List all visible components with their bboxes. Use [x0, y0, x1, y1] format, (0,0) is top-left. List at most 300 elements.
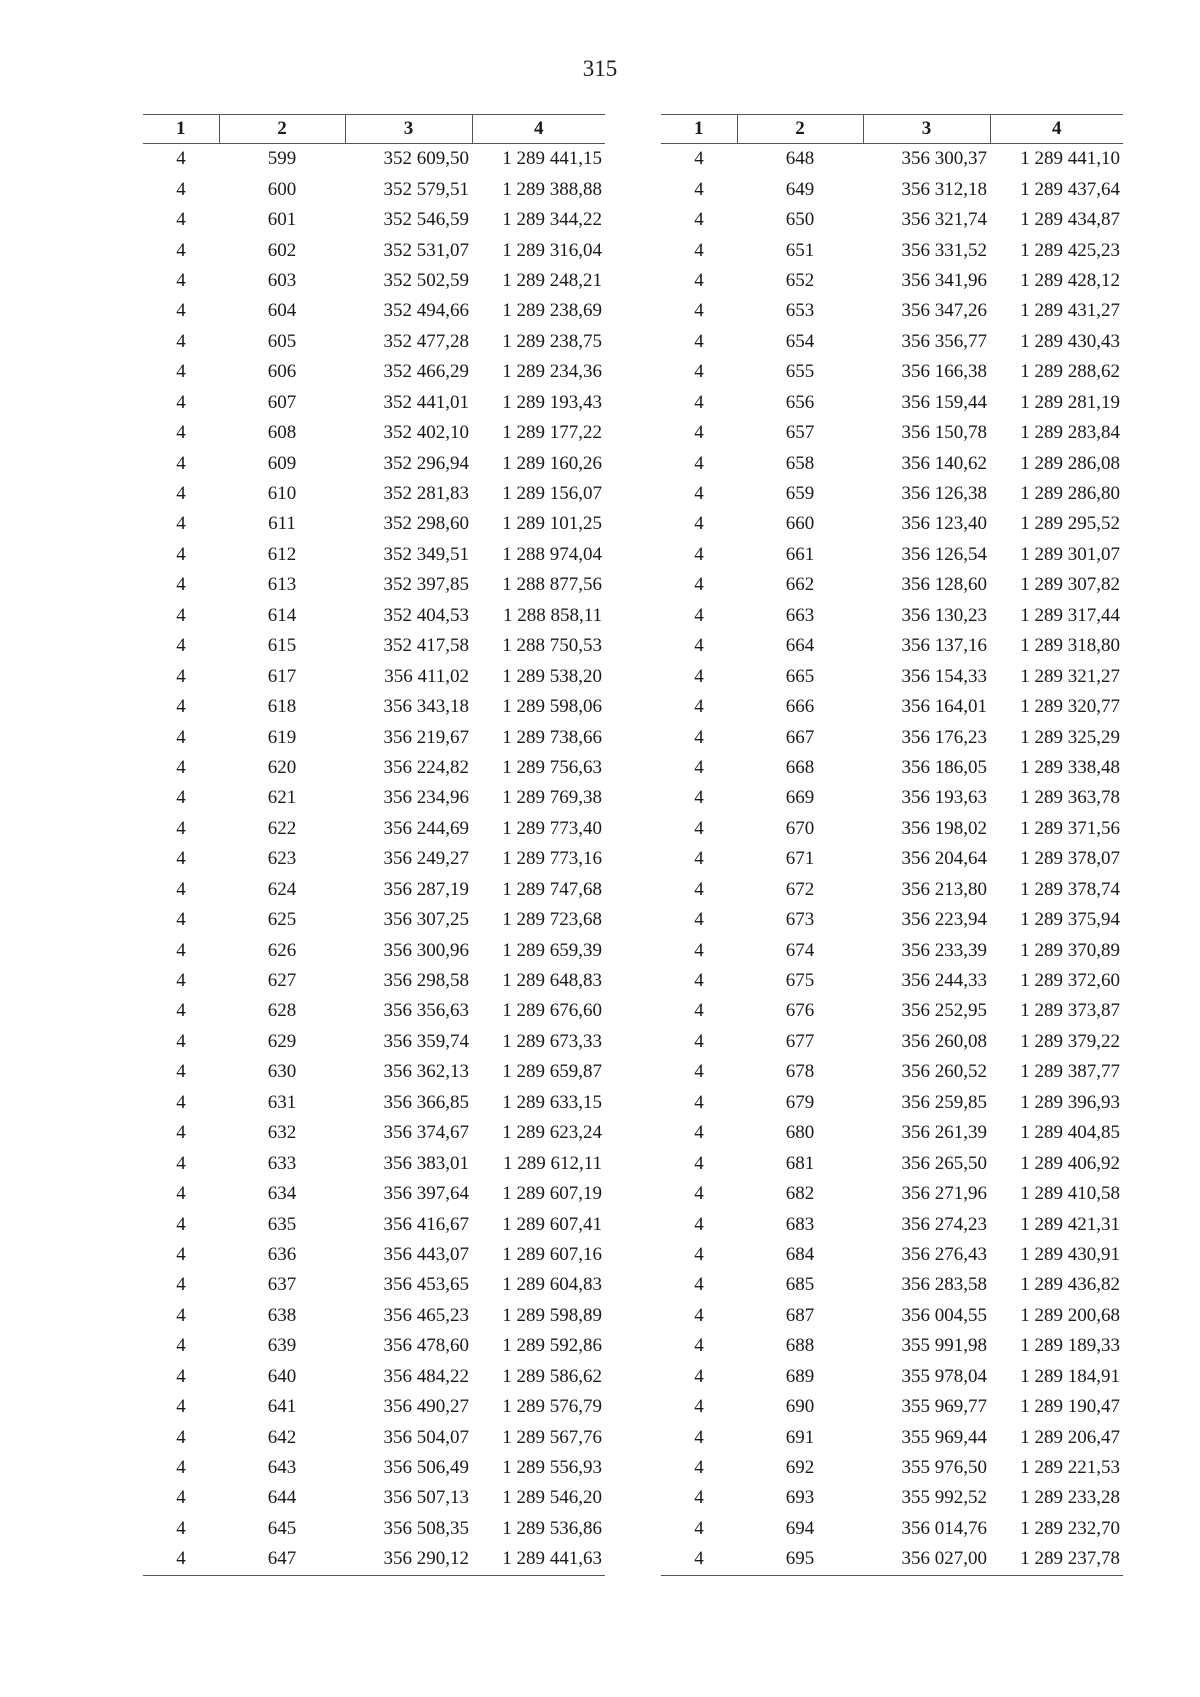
table-cell-col2: 650 [785, 209, 815, 231]
table-cell-col1: 4 [176, 604, 186, 626]
table-cell-col4: 1 289 421,31 [1020, 1213, 1120, 1235]
table-cell-col4: 1 289 612,11 [502, 1152, 602, 1174]
table-cell-col2: 632 [267, 1122, 297, 1144]
table-cell-col2: 664 [785, 635, 815, 657]
table-cell-col1: 4 [176, 635, 186, 657]
table-cell-col1: 4 [176, 1000, 186, 1022]
table-cell-col3: 356 166,38 [901, 361, 987, 383]
table-cell-col2: 678 [785, 1061, 815, 1083]
table-cell-col2: 627 [267, 970, 297, 992]
table-cell-col2: 637 [267, 1274, 297, 1296]
table-cell-col2: 656 [785, 391, 815, 413]
table-cell-col4: 1 289 586,62 [502, 1365, 602, 1387]
table-cell-col1: 4 [176, 665, 186, 687]
table-cell-col1: 4 [176, 726, 186, 748]
table-row [661, 235, 1123, 265]
table-cell-col2: 654 [785, 330, 815, 352]
table-row [661, 905, 1123, 935]
table-cell-col3: 356 234,96 [383, 787, 469, 809]
table-cell-col3: 355 969,44 [901, 1426, 987, 1448]
table-row [143, 601, 605, 631]
table-cell-col1: 4 [694, 1122, 704, 1144]
table-cell-col3: 356 343,18 [383, 696, 469, 718]
table-cell-col4: 1 289 295,52 [1020, 513, 1120, 535]
table-cell-col4: 1 289 567,76 [502, 1426, 602, 1448]
table-cell-col1: 4 [694, 300, 704, 322]
table-cell-col2: 602 [267, 239, 297, 261]
table-cell-col4: 1 289 233,28 [1020, 1487, 1120, 1509]
table-row [661, 418, 1123, 448]
table-cell-col1: 4 [694, 970, 704, 992]
column-header-3: 3 [345, 115, 472, 144]
table-cell-col3: 356 283,58 [901, 1274, 987, 1296]
table-cell-col1: 4 [176, 696, 186, 718]
table-cell-col3: 356 027,00 [863, 1544, 990, 1575]
table-cell-col1: 4 [176, 452, 186, 474]
table-cell-col3: 356 359,74 [383, 1030, 469, 1052]
table-cell-col3: 352 466,29 [383, 361, 469, 383]
table-cell-col1: 4 [694, 665, 704, 687]
table-cell-col2: 679 [785, 1091, 815, 1113]
table-cell-col3: 356 137,16 [901, 635, 987, 657]
table-cell-col1: 4 [661, 1544, 737, 1575]
table-cell-col3: 356 298,58 [383, 970, 469, 992]
table-row [661, 479, 1123, 509]
table-row [143, 1270, 605, 1300]
table-cell-col3: 352 579,51 [383, 178, 469, 200]
table-cell-col3: 356 219,67 [383, 726, 469, 748]
table-cell-col3: 356 383,01 [383, 1152, 469, 1174]
table-cell-col4: 1 289 406,92 [1020, 1152, 1120, 1174]
table-cell-col4: 1 289 673,33 [502, 1030, 602, 1052]
table-cell-col2: 631 [267, 1091, 297, 1113]
table-cell-col3: 352 531,07 [383, 239, 469, 261]
table-cell-col4: 1 289 436,82 [1020, 1274, 1120, 1296]
table-cell-col4: 1 289 156,07 [502, 483, 602, 505]
table-cell-col3: 356 508,35 [383, 1517, 469, 1539]
table-cell-col1: 4 [143, 1544, 219, 1575]
table-cell-col1: 4 [694, 1000, 704, 1022]
table-cell-col2: 675 [785, 970, 815, 992]
table-row [661, 996, 1123, 1026]
table-cell-col4: 1 289 283,84 [1020, 422, 1120, 444]
table-cell-col2: 652 [785, 269, 815, 291]
table-cell-col1: 4 [176, 269, 186, 291]
table-cell-col4: 1 289 598,06 [502, 696, 602, 718]
table-cell-col3: 356 411,02 [384, 665, 469, 687]
table-row [661, 1483, 1123, 1513]
table-row [143, 144, 605, 175]
table-row [143, 327, 605, 357]
table-cell-col1: 4 [694, 330, 704, 352]
coordinates-table-right [661, 114, 1123, 1576]
column-header-1: 1 [143, 115, 219, 144]
table-cell-col4: 1 289 286,08 [1020, 452, 1120, 474]
table-cell-col1: 4 [176, 543, 186, 565]
table-cell-col2: 601 [267, 209, 297, 231]
table-cell-col2: 689 [785, 1365, 815, 1387]
table-cell-col4: 1 289 607,16 [502, 1243, 602, 1265]
table-cell-col2: 620 [267, 756, 297, 778]
table-cell-col3: 355 976,50 [901, 1457, 987, 1479]
table-row [143, 875, 605, 905]
table-cell-col4: 1 289 387,77 [1020, 1061, 1120, 1083]
table-cell-col1: 4 [694, 269, 704, 291]
table-cell-col3: 356 128,60 [901, 574, 987, 596]
table-cell-col4: 1 289 325,29 [1020, 726, 1120, 748]
table-cell-col3: 356 300,37 [901, 148, 987, 170]
table-row [661, 1057, 1123, 1087]
table-cell-col1: 4 [176, 483, 186, 505]
table-cell-col2: 612 [267, 543, 297, 565]
table-cell-col1: 4 [694, 452, 704, 474]
table-cell-col2: 613 [267, 574, 297, 596]
table-row [661, 1453, 1123, 1483]
table-cell-col4: 1 289 190,47 [1020, 1396, 1120, 1418]
table-cell-col4: 1 288 750,53 [502, 635, 602, 657]
table-cell-col4: 1 289 301,07 [1020, 543, 1120, 565]
table-cell-col3: 352 397,85 [383, 574, 469, 596]
table-row [661, 1179, 1123, 1209]
table-cell-col2: 641 [267, 1396, 297, 1418]
table-cell-col3: 356 374,67 [383, 1122, 469, 1144]
table-row [661, 814, 1123, 844]
table-cell-col2: 667 [785, 726, 815, 748]
table-row [661, 1209, 1123, 1239]
table-header-row [143, 115, 605, 144]
table-cell-col4: 1 289 101,25 [502, 513, 602, 535]
table-cell-col3: 356 506,49 [383, 1457, 469, 1479]
table-cell-col1: 4 [176, 1487, 186, 1509]
table-cell-col1: 4 [694, 209, 704, 231]
table-cell-col3: 356 356,77 [901, 330, 987, 352]
table-cell-col2: 660 [785, 513, 815, 535]
table-cell-col3: 355 992,52 [901, 1487, 987, 1509]
table-cell-col1: 4 [694, 1243, 704, 1265]
table-cell-col2: 674 [785, 939, 815, 961]
table-row [661, 722, 1123, 752]
table-row [661, 875, 1123, 905]
table-row [661, 1544, 1123, 1575]
table-row [143, 722, 605, 752]
table-cell-col2: 644 [267, 1487, 297, 1509]
table-row [143, 661, 605, 691]
table-cell-col4: 1 289 441,10 [1020, 148, 1120, 170]
table-cell-col3: 355 991,98 [901, 1335, 987, 1357]
table-row [143, 1148, 605, 1178]
table-cell-col4: 1 289 317,44 [1020, 604, 1120, 626]
table-cell-col2: 608 [267, 422, 297, 444]
table-cell-col4: 1 289 536,86 [502, 1517, 602, 1539]
table-cell-col2: 610 [267, 483, 297, 505]
table-cell-col1: 4 [176, 817, 186, 839]
table-cell-col1: 4 [176, 1243, 186, 1265]
table-cell-col2: 625 [267, 909, 297, 931]
table-header-row [661, 115, 1123, 144]
table-cell-col4: 1 289 286,80 [1020, 483, 1120, 505]
table-cell-col3: 356 154,33 [901, 665, 987, 687]
table-cell-col1: 4 [694, 543, 704, 565]
table-cell-col2: 636 [267, 1243, 297, 1265]
column-header-4: 4 [472, 115, 605, 144]
table-cell-col4: 1 289 633,15 [502, 1091, 602, 1113]
table-cell-col2: 633 [267, 1152, 297, 1174]
table-row [143, 296, 605, 326]
table-cell-col4: 1 288 877,56 [502, 574, 602, 596]
table-cell-col4: 1 289 370,89 [1020, 939, 1120, 961]
table-row [661, 509, 1123, 539]
table-cell-col1: 4 [694, 1335, 704, 1357]
table-cell-col1: 4 [694, 848, 704, 870]
table-row [661, 1392, 1123, 1422]
table-cell-col4: 1 289 769,38 [502, 787, 602, 809]
table-cell-col2: 645 [267, 1517, 297, 1539]
table-cell-col2: 622 [267, 817, 297, 839]
table-cell-col2: 635 [267, 1213, 297, 1235]
table-cell-col3: 352 281,83 [383, 483, 469, 505]
table-cell-col2: 670 [785, 817, 815, 839]
table-row [143, 844, 605, 874]
table-row [143, 996, 605, 1026]
table-cell-col2: 642 [267, 1426, 297, 1448]
table-cell-col2: 649 [785, 178, 815, 200]
table-cell-col4: 1 289 773,40 [502, 817, 602, 839]
table-cell-col2: 693 [785, 1487, 815, 1509]
table-cell-col4: 1 289 430,91 [1020, 1243, 1120, 1265]
table-cell-col3: 352 546,59 [383, 209, 469, 231]
table-cell-col1: 4 [694, 1487, 704, 1509]
table-cell-col4: 1 289 410,58 [1020, 1183, 1120, 1205]
table-row [143, 631, 605, 661]
table-cell-col4: 1 289 160,26 [502, 452, 602, 474]
table-cell-col4: 1 289 238,69 [502, 300, 602, 322]
table-cell-col4: 1 289 378,07 [1020, 848, 1120, 870]
table-cell-col4: 1 289 592,86 [502, 1335, 602, 1357]
table-cell-col4: 1 289 184,91 [1020, 1365, 1120, 1387]
table-cell-col3: 352 477,28 [383, 330, 469, 352]
table-cell-col2: 614 [267, 604, 297, 626]
table-cell-col2: 611 [268, 513, 296, 535]
table-cell-col2: 629 [267, 1030, 297, 1052]
table-cell-col2: 659 [785, 483, 815, 505]
table-cell-col1: 4 [694, 1274, 704, 1296]
table-cell-col1: 4 [176, 1122, 186, 1144]
table-cell-col4: 1 289 738,66 [502, 726, 602, 748]
table-cell-col1: 4 [694, 756, 704, 778]
table-cell-col2: 663 [785, 604, 815, 626]
table-cell-col3: 356 276,43 [901, 1243, 987, 1265]
table-cell-col3: 356 265,50 [901, 1152, 987, 1174]
table-cell-col2: 604 [267, 300, 297, 322]
table-cell-col4: 1 289 221,53 [1020, 1457, 1120, 1479]
table-cell-col4: 1 289 237,78 [990, 1544, 1123, 1575]
table-row [143, 509, 605, 539]
table-cell-col1: 4 [694, 483, 704, 505]
table-cell-col3: 356 014,76 [901, 1517, 987, 1539]
table-cell-col3: 356 176,23 [901, 726, 987, 748]
table-cell-col4: 1 289 756,63 [502, 756, 602, 778]
table-cell-col1: 4 [176, 209, 186, 231]
table-cell-col4: 1 289 723,68 [502, 909, 602, 931]
table-cell-col3: 356 186,05 [901, 756, 987, 778]
table-cell-col3: 356 331,52 [901, 239, 987, 261]
table-cell-col2: 661 [785, 543, 815, 565]
table-cell-col3: 356 341,96 [901, 269, 987, 291]
table-cell-col1: 4 [176, 1030, 186, 1052]
table-cell-col1: 4 [176, 148, 186, 170]
table-row [661, 844, 1123, 874]
table-row [143, 1179, 605, 1209]
table-row [143, 1057, 605, 1087]
table-cell-col4: 1 289 388,88 [502, 178, 602, 200]
table-cell-col3: 356 244,33 [901, 970, 987, 992]
table-cell-col4: 1 289 441,63 [472, 1544, 605, 1575]
table-cell-col2: 683 [785, 1213, 815, 1235]
table-cell-col1: 4 [694, 391, 704, 413]
table-cell-col2: 626 [267, 939, 297, 961]
table-cell-col3: 356 244,69 [383, 817, 469, 839]
table-cell-col1: 4 [176, 239, 186, 261]
table-cell-col1: 4 [694, 635, 704, 657]
table-cell-col2: 628 [267, 1000, 297, 1022]
table-cell-col1: 4 [694, 1517, 704, 1539]
table-cell-col1: 4 [694, 361, 704, 383]
table-cell-col1: 4 [176, 756, 186, 778]
column-header-1: 1 [661, 115, 737, 144]
table-cell-col1: 4 [176, 513, 186, 535]
table-row [143, 692, 605, 722]
table-cell-col1: 4 [694, 513, 704, 535]
table-cell-col3: 356 204,64 [901, 848, 987, 870]
table-cell-col1: 4 [694, 1426, 704, 1448]
table-cell-col3: 356 123,40 [901, 513, 987, 535]
table-cell-col3: 356 126,54 [901, 543, 987, 565]
table-cell-col4: 1 289 538,20 [502, 665, 602, 687]
table-cell-col4: 1 289 371,56 [1020, 817, 1120, 839]
table-row [661, 783, 1123, 813]
table-cell-col4: 1 289 238,75 [502, 330, 602, 352]
table-cell-col2: 638 [267, 1304, 297, 1326]
table-cell-col4: 1 289 428,12 [1020, 269, 1120, 291]
table-row [661, 601, 1123, 631]
table-cell-col3: 356 260,08 [901, 1030, 987, 1052]
table-row [143, 1392, 605, 1422]
column-header-2: 2 [219, 115, 345, 144]
table-cell-col2: 618 [267, 696, 297, 718]
table-cell-col3: 356 356,63 [383, 1000, 469, 1022]
table-row [143, 1209, 605, 1239]
table-row [661, 631, 1123, 661]
table-row [661, 144, 1123, 175]
table-cell-col2: 600 [267, 178, 297, 200]
table-row [143, 1301, 605, 1331]
table-cell-col1: 4 [694, 726, 704, 748]
table-cell-col4: 1 289 546,20 [502, 1487, 602, 1509]
table-cell-col2: 617 [267, 665, 297, 687]
table-row [661, 1118, 1123, 1148]
table-cell-col3: 356 252,95 [901, 1000, 987, 1022]
table-row [143, 1240, 605, 1270]
table-cell-col3: 352 402,10 [383, 422, 469, 444]
table-cell-col3: 356 224,82 [383, 756, 469, 778]
table-row [143, 418, 605, 448]
table-cell-col2: 673 [785, 909, 815, 931]
table-cell-col3: 356 366,85 [383, 1091, 469, 1113]
table-cell-col4: 1 289 773,16 [502, 848, 602, 870]
table-row [661, 692, 1123, 722]
table-cell-col1: 4 [176, 1396, 186, 1418]
table-cell-col1: 4 [176, 300, 186, 322]
table-cell-col2: 677 [785, 1030, 815, 1052]
table-row [661, 935, 1123, 965]
table-cell-col4: 1 289 307,82 [1020, 574, 1120, 596]
table-cell-col3: 356 274,23 [901, 1213, 987, 1235]
table-row [661, 1088, 1123, 1118]
table-cell-col2: 603 [267, 269, 297, 291]
page-number: 315 [582, 56, 618, 81]
table-row [143, 1544, 605, 1575]
table-cell-col4: 1 289 288,62 [1020, 361, 1120, 383]
table-cell-col4: 1 289 372,60 [1020, 970, 1120, 992]
table-cell-col3: 356 261,39 [901, 1122, 987, 1144]
table-cell-col2: 657 [785, 422, 815, 444]
column-header-4: 4 [990, 115, 1123, 144]
table-cell-col3: 356 347,26 [901, 300, 987, 322]
table-cell-col4: 1 289 234,36 [502, 361, 602, 383]
table-cell-col3: 356 150,78 [901, 422, 987, 444]
table-cell-col1: 4 [694, 1091, 704, 1113]
table-row [143, 1331, 605, 1361]
table-cell-col2: 630 [267, 1061, 297, 1083]
table-cell-col1: 4 [176, 909, 186, 931]
table-cell-col1: 4 [176, 1274, 186, 1296]
table-row [661, 1331, 1123, 1361]
table-cell-col1: 4 [694, 878, 704, 900]
table-row [143, 966, 605, 996]
table-cell-col1: 4 [176, 178, 186, 200]
table-cell-col1: 4 [176, 330, 186, 352]
table-cell-col2: 665 [785, 665, 815, 687]
table-cell-col2: 651 [785, 239, 815, 261]
table-cell-col2: 634 [267, 1183, 297, 1205]
table-cell-col3: 356 321,74 [901, 209, 987, 231]
table-cell-col4: 1 289 659,87 [502, 1061, 602, 1083]
table-cell-col1: 4 [694, 939, 704, 961]
table-cell-col4: 1 289 607,19 [502, 1183, 602, 1205]
table-cell-col1: 4 [694, 178, 704, 200]
table-cell-col3: 356 159,44 [901, 391, 987, 413]
table-cell-col3: 352 417,58 [383, 635, 469, 657]
table-row [661, 1240, 1123, 1270]
table-cell-col4: 1 289 177,22 [502, 422, 602, 444]
table-cell-col2: 684 [785, 1243, 815, 1265]
table-row [661, 266, 1123, 296]
table-cell-col2: 621 [267, 787, 297, 809]
table-cell-col4: 1 289 189,33 [1020, 1335, 1120, 1357]
table-cell-col2: 655 [785, 361, 815, 383]
table-cell-col1: 4 [176, 1457, 186, 1479]
table-cell-col4: 1 289 430,43 [1020, 330, 1120, 352]
column-header-2: 2 [737, 115, 863, 144]
table-cell-col1: 4 [694, 1304, 704, 1326]
table-cell-col2: 680 [785, 1122, 815, 1144]
table-cell-col1: 4 [176, 1213, 186, 1235]
table-cell-col3: 356 397,64 [383, 1183, 469, 1205]
table-cell-col3: 356 271,96 [901, 1183, 987, 1205]
table-cell-col4: 1 289 375,94 [1020, 909, 1120, 931]
table-row [661, 570, 1123, 600]
table-row [143, 205, 605, 235]
